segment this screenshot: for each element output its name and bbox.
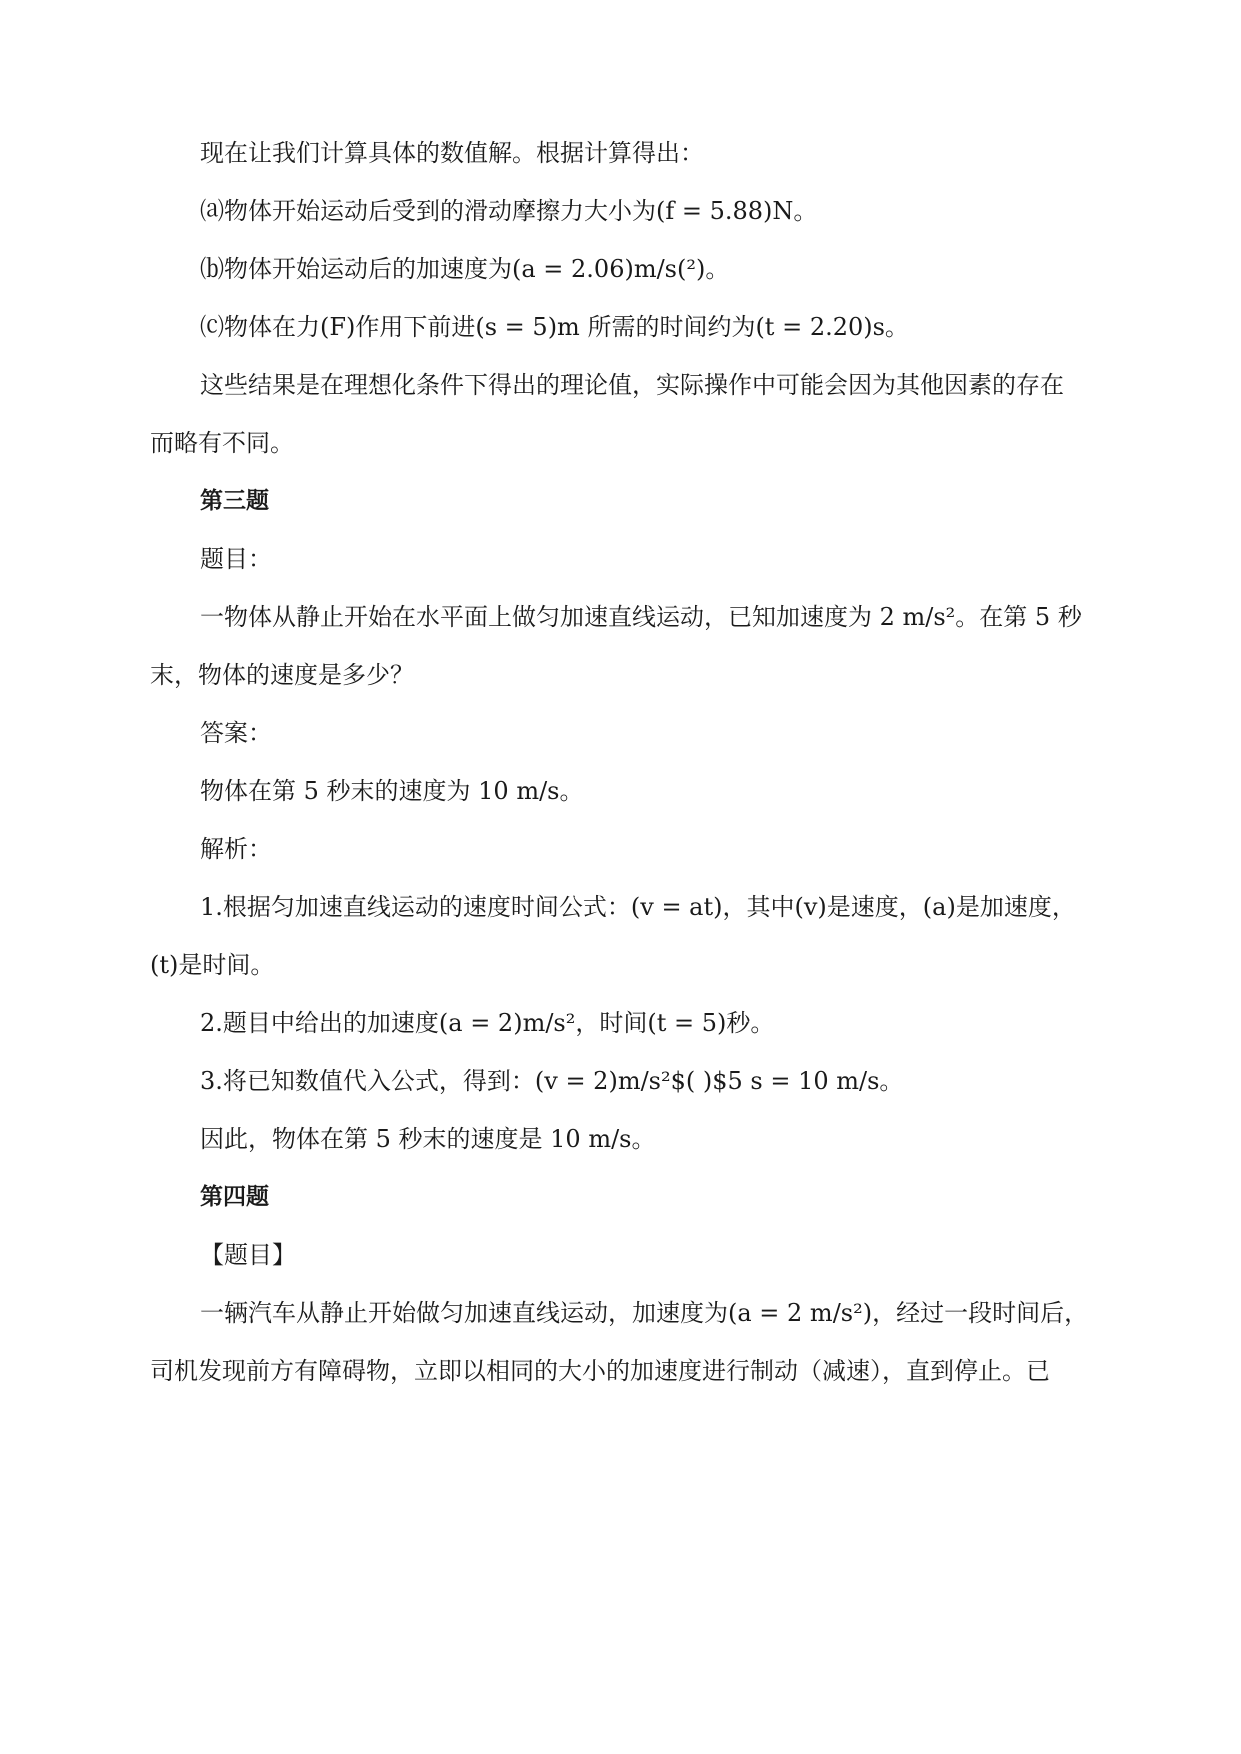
q3-answer: 物体在第 5 秒末的速度为 10 m/s。 <box>200 777 584 805</box>
intro-paragraph: 现在让我们计算具体的数值解。根据计算得出： <box>200 139 704 167</box>
note-line-2: 而略有不同。 <box>150 429 294 457</box>
q3-question-line-1: 一物体从静止开始在水平面上做匀加速直线运动，已知加速度为 2 m/s²。在第 5 秒 <box>200 603 1082 631</box>
q3-answer-label: 答案： <box>200 719 272 747</box>
q3-step-2: 2.题目中给出的加速度(a = 2)m/s²，时间(t = 5)秒。 <box>200 1009 775 1037</box>
q4-question-label: 【题目】 <box>200 1241 296 1269</box>
result-c: ⒞物体在力(F)作用下前进(s = 5)m 所需的时间约为(t = 2.20)s。 <box>200 313 909 341</box>
q3-question-line-2: 末，物体的速度是多少？ <box>150 661 414 689</box>
result-a: ⒜物体开始运动后受到的滑动摩擦力大小为(f = 5.88)N。 <box>200 197 818 225</box>
q3-step-1-line-2: (t)是时间。 <box>150 951 275 979</box>
result-b: ⒝物体开始运动后的加速度为(a = 2.06)m/s(²)。 <box>200 255 730 283</box>
q3-conclusion: 因此，物体在第 5 秒末的速度是 10 m/s。 <box>200 1125 656 1153</box>
q4-question-line-1: 一辆汽车从静止开始做匀加速直线运动，加速度为(a = 2 m/s²)，经过一段时间后， <box>200 1299 1089 1327</box>
q3-step-1-line-1: 1.根据匀加速直线运动的速度时间公式：(v = at)，其中(v)是速度，(a)是加速度， <box>200 893 1076 921</box>
q3-analysis-label: 解析： <box>200 835 272 863</box>
q4-question-line-2: 司机发现前方有障碍物，立即以相同的大小的加速度进行制动（减速），直到停止。已 <box>150 1357 1050 1385</box>
q3-heading: 第三题 <box>200 488 269 514</box>
q3-step-3: 3.将已知数值代入公式，得到：(v = 2)m/s²$( )$5 s = 10 m/s。 <box>200 1067 904 1095</box>
q4-heading: 第四题 <box>200 1184 269 1210</box>
q3-question-label: 题目： <box>200 545 272 573</box>
note-line-1: 这些结果是在理想化条件下得出的理论值，实际操作中可能会因为其他因素的存在 <box>200 371 1064 399</box>
